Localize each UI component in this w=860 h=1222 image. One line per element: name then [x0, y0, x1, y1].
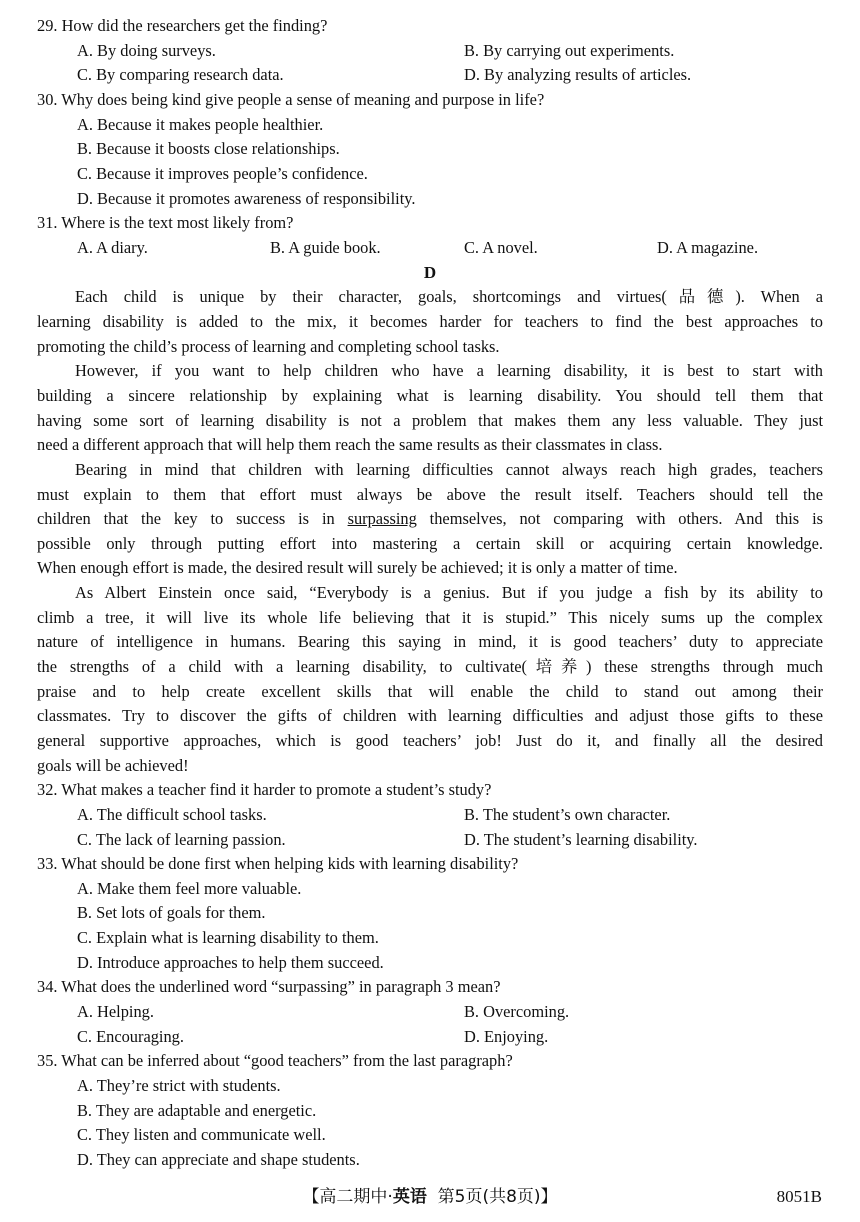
q30-option-d: D. Because it promotes awareness of responsibility.	[77, 189, 416, 208]
q35-option-b: B. They are adaptable and energetic.	[77, 1101, 317, 1120]
q30-option-a: A. Because it makes people healthier.	[77, 115, 324, 134]
q30-option-c: C. Because it improves people’s confidence.	[77, 164, 368, 183]
passage-p4-line: climb a tree, it will live its whole life believing that it is stupid.” This nicely sums up the complex	[37, 608, 823, 627]
passage-p2-line: building a sincere relationship by explaining what is learning disability. You should tell them that	[37, 386, 823, 405]
passage-p4-line: goals will be achieved!	[37, 756, 189, 775]
question-31-stem: 31. Where is the text most likely from?	[37, 213, 294, 232]
q33-option-d: D. Introduce approaches to help them succeed.	[77, 953, 384, 972]
question-34-stem: 34. What does the underlined word “surpassing” in paragraph 3 mean?	[37, 977, 501, 996]
q29-option-c: C. By comparing research data.	[77, 65, 284, 84]
q35-option-d: D. They can appreciate and shape students.	[77, 1150, 360, 1169]
passage-p4-line: general supportive approaches, which is good teachers’ job! Just do it, and finally all the desired	[37, 731, 823, 750]
q31-option-d: D. A magazine.	[657, 238, 759, 257]
q33-option-c: C. Explain what is learning disability to them.	[77, 928, 379, 947]
q32-option-c: C. The lack of learning passion.	[77, 830, 286, 849]
q31-option-b: B. A guide book.	[270, 238, 381, 257]
passage-p3-line: must explain to them that effort must always be above the result itself. Teachers should tell the	[37, 485, 823, 504]
q34-option-b: B. Overcoming.	[464, 1002, 570, 1021]
q34-option-c: C. Encouraging.	[77, 1027, 184, 1046]
passage-p2-line: need a different approach that will help them reach the same results as their classmates in class.	[37, 435, 663, 454]
q29-option-b: B. By carrying out experiments.	[464, 41, 675, 60]
passage-p4-line: the strengths of a child with a learning disability, to cultivate(培养) these strengths through much	[37, 657, 823, 676]
q29-option-a: A. By doing surveys.	[77, 41, 216, 60]
q30-option-b: B. Because it boosts close relationships.	[77, 139, 340, 158]
passage-p1-line: learning disability is added to the mix, it becomes harder for teachers to find the best approaches to	[37, 312, 823, 331]
q35-option-c: C. They listen and communicate well.	[77, 1125, 326, 1144]
passage-p4-line: nature of intelligence in humans. Bearing this saying in mind, it is good teachers’ duty to appreciate	[37, 632, 823, 651]
page-footer	[0, 1185, 860, 1209]
passage-p3-line-underline: children that the key to success is in surpassing themselves, not comparing with others. And this is	[37, 509, 823, 528]
exam-code: 8051B	[776, 1187, 822, 1206]
footer-subject: 英语	[392, 1187, 427, 1207]
section-heading: D	[423, 263, 437, 282]
q33-option-b: B. Set lots of goals for them.	[77, 903, 266, 922]
q31-option-c: C. A novel.	[464, 238, 538, 257]
question-30-stem: 30. Why does being kind give people a sense of meaning and purpose in life?	[37, 90, 545, 109]
passage-p1-line: Each child is unique by their character, goals, shortcomings and virtues(品德). When a	[75, 287, 823, 306]
question-32-stem: 32. What makes a teacher find it harder to promote a student’s study?	[37, 780, 492, 799]
q33-option-a: A. Make them feel more valuable.	[77, 879, 302, 898]
q34-option-d: D. Enjoying.	[464, 1027, 549, 1046]
q32-option-d: D. The student’s learning disability.	[464, 830, 698, 849]
footer-page-number: 第5页(共8页)】	[437, 1187, 558, 1207]
passage-p4-line: praise and to help create excellent skills that will enable the child to stand out among their	[37, 682, 823, 701]
passage-p2-line: However, if you want to help children who have a learning disability, it is best to start with	[75, 361, 823, 380]
q34-option-a: A. Helping.	[77, 1002, 154, 1021]
q31-option-a: A. A diary.	[77, 238, 148, 257]
q32-option-b: B. The student’s own character.	[464, 805, 671, 824]
passage-p1-line: promoting the child’s process of learning and completing school tasks.	[37, 337, 500, 356]
passage-p3-line: possible only through putting effort into mastering a certain skill or acquiring certain knowledge.	[37, 534, 823, 553]
question-29-stem: 29. How did the researchers get the finding?	[37, 16, 328, 35]
question-33-stem: 33. What should be done first when helping kids with learning disability?	[37, 854, 519, 873]
passage-p4-line: classmates. Try to discover the gifts of children with learning difficulties and adjust those gifts to these	[37, 706, 823, 725]
passage-p3-line: When enough effort is made, the desired result will surely be achieved; it is only a matter of time.	[37, 558, 678, 577]
q35-option-a: A. They’re strict with students.	[77, 1076, 281, 1095]
passage-p4-line: As Albert Einstein once said, “Everybody is a genius. But if you judge a fish by its ability to	[75, 583, 823, 602]
footer-exam-label: 【高二期中·	[302, 1187, 393, 1207]
question-35-stem: 35. What can be inferred about “good teachers” from the last paragraph?	[37, 1051, 513, 1070]
q29-option-d: D. By analyzing results of articles.	[464, 65, 692, 84]
passage-p3-line: Bearing in mind that children with learning difficulties cannot always reach high grades, teachers	[75, 460, 823, 479]
underlined-word: surpassing	[347, 509, 417, 528]
q32-option-a: A. The difficult school tasks.	[77, 805, 267, 824]
passage-p2-line: having some sort of learning disability is not a problem that makes them any less valuable. They just	[37, 411, 823, 430]
